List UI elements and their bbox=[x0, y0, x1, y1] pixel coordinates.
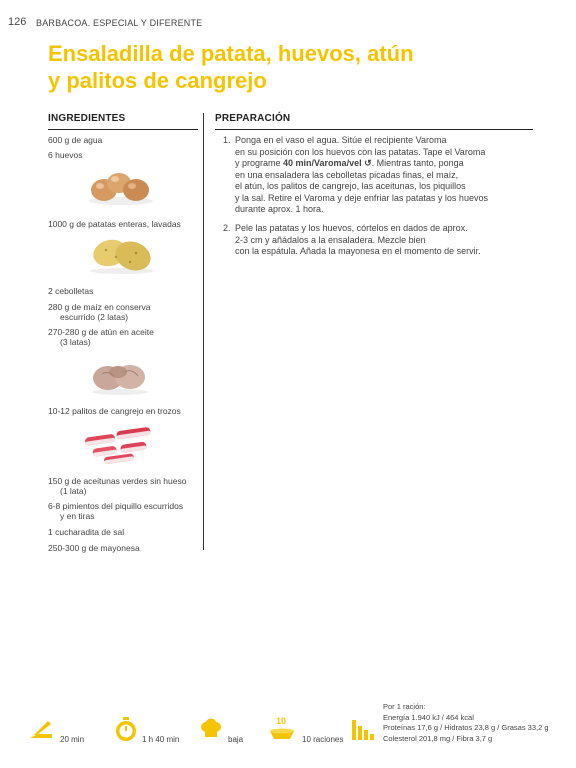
ingredients-heading-rule bbox=[48, 129, 198, 130]
ingredient-item: 280 g de maíz en conserva bbox=[48, 302, 151, 312]
step-line: Ponga en el vaso el agua. Sitúe el recipiente Varoma bbox=[235, 135, 447, 145]
step-line: con la espátula. Añada la mayonesa en el momento de servir. bbox=[235, 246, 481, 256]
step-text bbox=[235, 135, 535, 216]
nutrition-line: Por 1 ración: bbox=[383, 702, 426, 711]
preparation-heading: PREPARACIÓN bbox=[215, 113, 291, 124]
preparation-heading-rule bbox=[215, 129, 533, 130]
ingredient-item: 270-280 g de atún en aceite bbox=[48, 327, 154, 337]
ingredient-item: 150 g de aceitunas verdes sin hueso bbox=[48, 476, 187, 486]
ingredient-item: 10-12 palitos de cangrejo en trozos bbox=[48, 406, 181, 416]
page-header bbox=[0, 16, 576, 36]
ingredient-item: 600 g de agua bbox=[48, 135, 103, 145]
section-title: BARBACOA. ESPECIAL Y DIFERENTE bbox=[36, 18, 203, 28]
recipe-title-line-1: Ensaladilla de patata, huevos, atún bbox=[48, 41, 414, 66]
ingredient-item: 6-8 pimientos del piquillo escurridos bbox=[48, 501, 184, 511]
ingredient-item: 250-300 g de mayonesa bbox=[48, 543, 140, 553]
bar-chart-icon bbox=[350, 716, 376, 742]
recipe-title-line-2: y palitos de cangrejo bbox=[48, 68, 267, 93]
step-line: 2-3 cm y añádalos a la ensaladera. Mezcle bien bbox=[235, 234, 426, 245]
step-line-text: . Mientras tanto, ponga bbox=[371, 158, 464, 168]
step-number: 2. bbox=[223, 223, 231, 233]
ingredient-item: 2 cebolletas bbox=[48, 286, 94, 296]
step-line: el atún, los palitos de cangrejo, las aceitunas, los piquillos bbox=[235, 181, 466, 191]
ingredient-item: 6 huevos bbox=[48, 150, 83, 160]
page-number: 126 bbox=[8, 16, 27, 28]
nutrition-line: Proteínas 17,6 g / Hidratos 23,8 g / Grasas 33,2 g bbox=[383, 723, 549, 732]
step-line: y la sal. Retire el Varoma y deje enfriar las patatas y los huevos bbox=[235, 192, 488, 203]
ingredients-column bbox=[48, 113, 198, 553]
step-line bbox=[235, 158, 535, 170]
nutrition-line: Energía 1.940 kJ / 464 kcal bbox=[383, 712, 474, 722]
servings-plate-icon bbox=[268, 727, 296, 741]
tuna-image bbox=[88, 358, 152, 396]
nutrition-line: Colesterol 201,8 mg / Fibra 3,7 g bbox=[383, 733, 493, 743]
preparation-column bbox=[215, 113, 535, 256]
step-line: en una ensaladera las cebolletas picadas finas, el maíz, bbox=[235, 169, 459, 180]
potatoes-image bbox=[86, 233, 158, 275]
ingredients-heading: INGREDIENTES bbox=[48, 113, 126, 124]
program-setting: 40 min/Varoma/vel bbox=[283, 158, 365, 168]
step-line: en su posición con los huevos con las patatas. Tape el Varoma bbox=[235, 146, 486, 157]
ingredient-item-cont: y en tiras bbox=[60, 511, 95, 521]
step-line-text: y programe bbox=[235, 158, 284, 168]
reverse-rotation-icon: ↺ bbox=[364, 158, 372, 168]
chef-hat-icon bbox=[200, 718, 222, 740]
portions: 10 raciones bbox=[302, 735, 344, 744]
ingredient-item-cont: (1 lata) bbox=[60, 486, 87, 496]
eggs-image bbox=[86, 168, 156, 206]
step-line: durante aprox. 1 hora. bbox=[235, 204, 324, 214]
total-time: 1 h 40 min bbox=[142, 735, 180, 744]
ingredient-item-cont: (3 latas) bbox=[60, 337, 91, 347]
prep-time: 20 min bbox=[60, 735, 85, 744]
ingredient-item: 1 cucharadita de sal bbox=[48, 527, 125, 537]
difficulty: baja bbox=[228, 735, 244, 744]
column-divider bbox=[203, 113, 204, 550]
portions-badge: 10 bbox=[276, 716, 287, 726]
crab-sticks-image bbox=[78, 425, 162, 467]
recipe-title bbox=[48, 40, 548, 94]
ingredient-item-cont: escurrido (2 latas) bbox=[60, 312, 129, 322]
step-number: 1. bbox=[223, 135, 231, 145]
nutrition-info bbox=[383, 702, 573, 744]
ingredient-item: 1000 g de patatas enteras, lavadas bbox=[48, 219, 181, 229]
step-line: Pele las patatas y los huevos, córtelos en dados de aprox. bbox=[235, 223, 468, 233]
knife-board-icon bbox=[28, 718, 54, 740]
stopwatch-icon bbox=[114, 716, 138, 742]
step-text bbox=[235, 223, 535, 258]
